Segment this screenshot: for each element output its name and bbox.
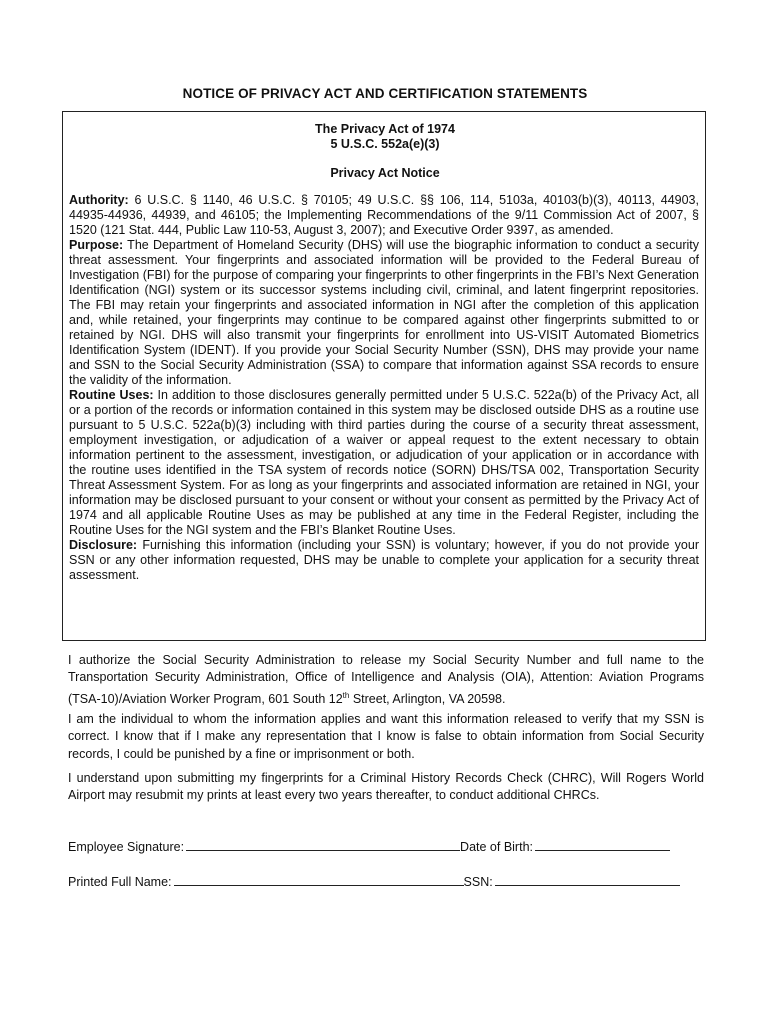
privacy-act-notice-heading: Privacy Act Notice — [330, 166, 440, 180]
disclosure-paragraph — [69, 538, 699, 583]
ssa-authorization-statement — [68, 652, 704, 708]
employee-signature-field[interactable] — [186, 838, 460, 851]
printed-name-row — [68, 873, 704, 890]
purpose-label: Purpose: — [69, 238, 124, 252]
purpose-paragraph — [69, 238, 699, 388]
ssa-authorization-address: Street, Arlington, VA 20598. — [349, 691, 506, 706]
printed-full-name-label: Printed Full Name: — [68, 875, 172, 889]
ssa-authorization-text: I authorize the Social Security Administration to release my Social Security Number and full name to the Transportation Security Administration, Office of Intelligence and Analysis (OIA), Attention: Aviation Programs (TSA-10)/Aviation Worker Program, 601 South 12 — [68, 653, 704, 706]
purpose-text: The Department of Homeland Security (DHS) will use the biographic information to conduct a security threat assessment. Your fingerprints and associated information will be provided to the Federal Bureau of Investigation (FBI) for the purpose of comparing your fingerprints to other fingerprints in the FBI’s Next Generation Identification (NGI) system or its successor systems including civil, criminal, and latent fingerprint repositories. The FBI may retain your fingerprints and associated information in NGI after the completion of this application and, while retained, your fingerprints may continue to be compared against other fingerprints submitted to or retained by NGI. DHS will also transmit your fingerprints for enrollment into US-VISIT Automated Biometrics Identification System (IDENT). If you provide your Social Security Number (SSN), DHS may provide your name and SSN to the Social Security Administration (SSA) to compare that information against SSA records to ensure the validity of the information. — [69, 238, 699, 387]
routine-uses-text: In addition to those disclosures generally permitted under 5 U.S.C. 522a(b) of the Privacy Act, all or a portion of the records or information contained in this system may be disclosed outside DHS as a routine use pursuant to 5 U.S.C. 522a(b)(3) including with third parties during the course of a security threat assessment, employment investigation, or adjudication of a waiver or appeal request to the extent necessary to obtain information pertinent to the assessment, investigation, or adjudication of your application or in accordance with the routine uses identified in the TSA system of records notice (SORN) DHS/TSA 002, Transportation Security Threat Assessment System. For as long as your fingerprints and associated information are retained in NGI, your information may be disclosed pursuant to your consent or without your consent as permitted by the Privacy Act of 1974 and all applicable Routine Uses as may be published at any time in the Federal Register, including the Routine Uses for the NGI system and the FBI’s Blanket Routine Uses. — [69, 388, 699, 537]
authority-paragraph — [69, 193, 699, 238]
printed-full-name-field[interactable] — [174, 873, 464, 886]
ordinal-suffix: th — [342, 690, 350, 700]
usc-citation-heading: 5 U.S.C. 552a(e)(3) — [330, 137, 440, 151]
disclosure-text: Furnishing this information (including your SSN) is voluntary; however, if you do not provide your SSN or any other information requested, DHS may be unable to complete your application for a security threat assessment. — [69, 538, 699, 582]
fingerprint-resubmission-statement: I understand upon submitting my fingerprints for a Criminal History Records Check (CHRC), Will Rogers World Airport may resubmit my prints at least every two years thereafter, to conduct additional CHRCs. — [68, 771, 704, 803]
privacy-act-heading: The Privacy Act of 1974 — [315, 122, 455, 136]
privacy-act-notice-box — [62, 111, 706, 641]
authority-label: Authority: — [69, 193, 129, 207]
disclosure-label: Disclosure: — [69, 538, 138, 552]
date-of-birth-field[interactable] — [535, 838, 670, 851]
date-of-birth-label: Date of Birth: — [460, 840, 533, 854]
routine-uses-label: Routine Uses: — [69, 388, 154, 402]
privacy-act-body — [69, 193, 699, 583]
ssn-label: SSN: — [463, 875, 493, 889]
signature-row — [68, 838, 704, 855]
ssn-field[interactable] — [495, 873, 680, 886]
employee-signature-label: Employee Signature: — [68, 840, 185, 854]
routine-uses-paragraph — [69, 388, 699, 538]
individual-certification-statement: I am the individual to whom the information applies and want this information released to verify that my SSN is correct. I know that if I make any representation that I know is false to obtain information from Social Security records, I could be punished by a fine or imprisonment or both. — [68, 712, 704, 761]
page-title: NOTICE OF PRIVACY ACT AND CERTIFICATION STATEMENTS — [182, 86, 588, 101]
authority-text: 6 U.S.C. § 1140, 46 U.S.C. § 70105; 49 U.S.C. §§ 106, 114, 5103a, 40103(b)(3), 40113, 44903, 44935-44936, 44939, and 46105; the Implementing Recommendations of the 9/11 Commission Act of 2007, § 1520 (121 Stat. 444, Public Law 110-53, August 3, 2007); and Executive Order 9397, as amended. — [69, 193, 699, 237]
